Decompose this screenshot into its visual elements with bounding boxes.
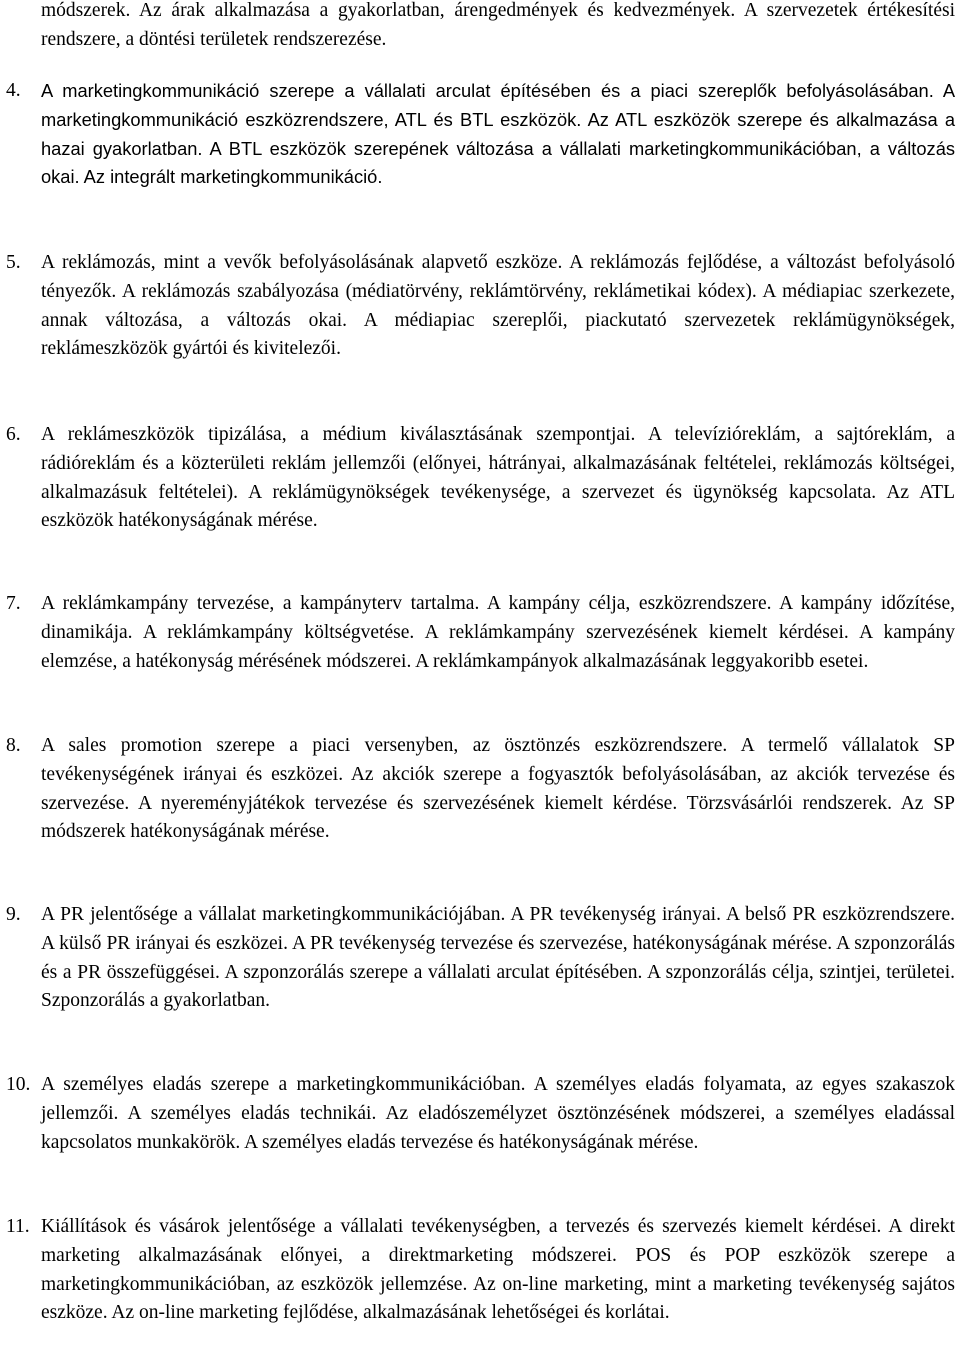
item-number: 7. [6, 593, 21, 614]
item-number: 4. [6, 80, 21, 101]
item-text: A személyes eladás szerepe a marketingkommunikációban. A személyes eladás folyamata, az egyes szakaszok jellemzői. A személyes eladás technikái. Az eladószemélyzet ösztönzésének módszerei, a személyes eladással kapcsolatos munkakörök. A személyes eladás tervezése és hatékonyságának mérése. [41, 1074, 955, 1153]
item-text [41, 77, 955, 192]
item-text: A PR jelentősége a vállalat marketingkommunikációjában. A PR tevékenység irányai. A belső PR eszközrendszere. A külső PR irányai és eszközei. A PR tevékenység tervezése és szervezése, hatékonyságának mérése. A szponzorálás és a PR összefüggései. A szponzorálás szerepe a vállalati arculat építésében. A szponzorálás célja, szintjei, területei. Szponzorálás a gyakorlatban. [41, 904, 955, 1012]
item-number: 9. [6, 904, 21, 925]
item-number: 10. [6, 1074, 31, 1095]
item-text: módszerek. Az árak alkalmazása a gyakorlatban, árengedmények és kedvezmények. A szervezetek értékesítési rendszere, a döntési területek rendszerezése. [41, 0, 955, 50]
item-text: A reklámkampány tervezése, a kampányterv tartalma. A kampány célja, eszközrendszere. A kampány időzítése, dinamikája. A reklámkampány költségvetése. A reklámkampány szervezésének kiemelt kérdései. A kampány elemzése, a hatékonyság mérésének módszerei. A reklámkampányok alkalmazásának leggyakoribb esetei. [41, 593, 955, 672]
item-text: A sales promotion szerepe a piaci versenyben, az ösztönzés eszközrendszere. A termelő vállalatok SP tevékenységének irányai és eszközei. Az akciók szerepe a fogyasztók befolyásolásában, az akciók tervezése és szervezése. A nyereményjátékok tervezése és szervezésének kiemelt kérdése. Törzsvásárlói rendszerek. Az SP módszerek hatékonyságának mérése. [41, 735, 955, 843]
item-number: 5. [6, 252, 21, 273]
item-text-part-a: A marketingkommunikáció szerepe a vállalati arculat építésében és a piaci szereplők befolyásolásában. [41, 80, 934, 101]
item-number: 11. [6, 1216, 30, 1237]
item-text: Kiállítások és vásárok jelentősége a vállalati tevékenységben, a tervezés és szervezés kiemelt kérdései. A direkt marketing alkalmazásának előnyei, a direktmarketing módszerei. POS és POP eszközök szerepe a marketingkommunikációban, az eszközök jellemzése. Az on-line marketing, mint a marketing tevékenység sajátos eszköze. Az on-line marketing fejlődése, alkalmazásának lehetőségei és korlátai. [41, 1216, 955, 1324]
item-text-part-b: A marketingkommunikáció eszközrendszere, ATL és BTL eszközök. Az ATL eszközök szerepe és alkalmazása a hazai gyakorlatban. A BTL eszközök szerepének változása a vállalati marketingkommunikációban, a változás okai. Az integrált marketingkommunikáció. [41, 80, 956, 188]
item-text: A reklámeszközök tipizálása, a médium kiválasztásának szempontjai. A televízióreklám, a sajtóreklám, a rádióreklám és a közterületi reklám jellemzői (előnyei, hátrányai, alkalmazásának feltételei, reklámozás költségei, alkalmazásuk feltételei). A reklámügynökségek tevékenysége, a szervezet és ügynökség kapcsolata. Az ATL eszközök hatékonyságának mérése. [41, 424, 955, 532]
item-number: 6. [6, 424, 21, 445]
item-number: 8. [6, 735, 21, 756]
item-text: A reklámozás, mint a vevők befolyásolásának alapvető eszköze. A reklámozás fejlődése, a változást befolyásoló tényezők. A reklámozás szabályozása (médiatörvény, reklámtörvény, reklámetikai kódex). A médiapiac szerkezete, annak változása, a változás okai. A médiapiac szereplői, piackutató szervezetek reklámügynökségek, reklámeszközök gyártói és kivitelezői. [41, 252, 955, 360]
